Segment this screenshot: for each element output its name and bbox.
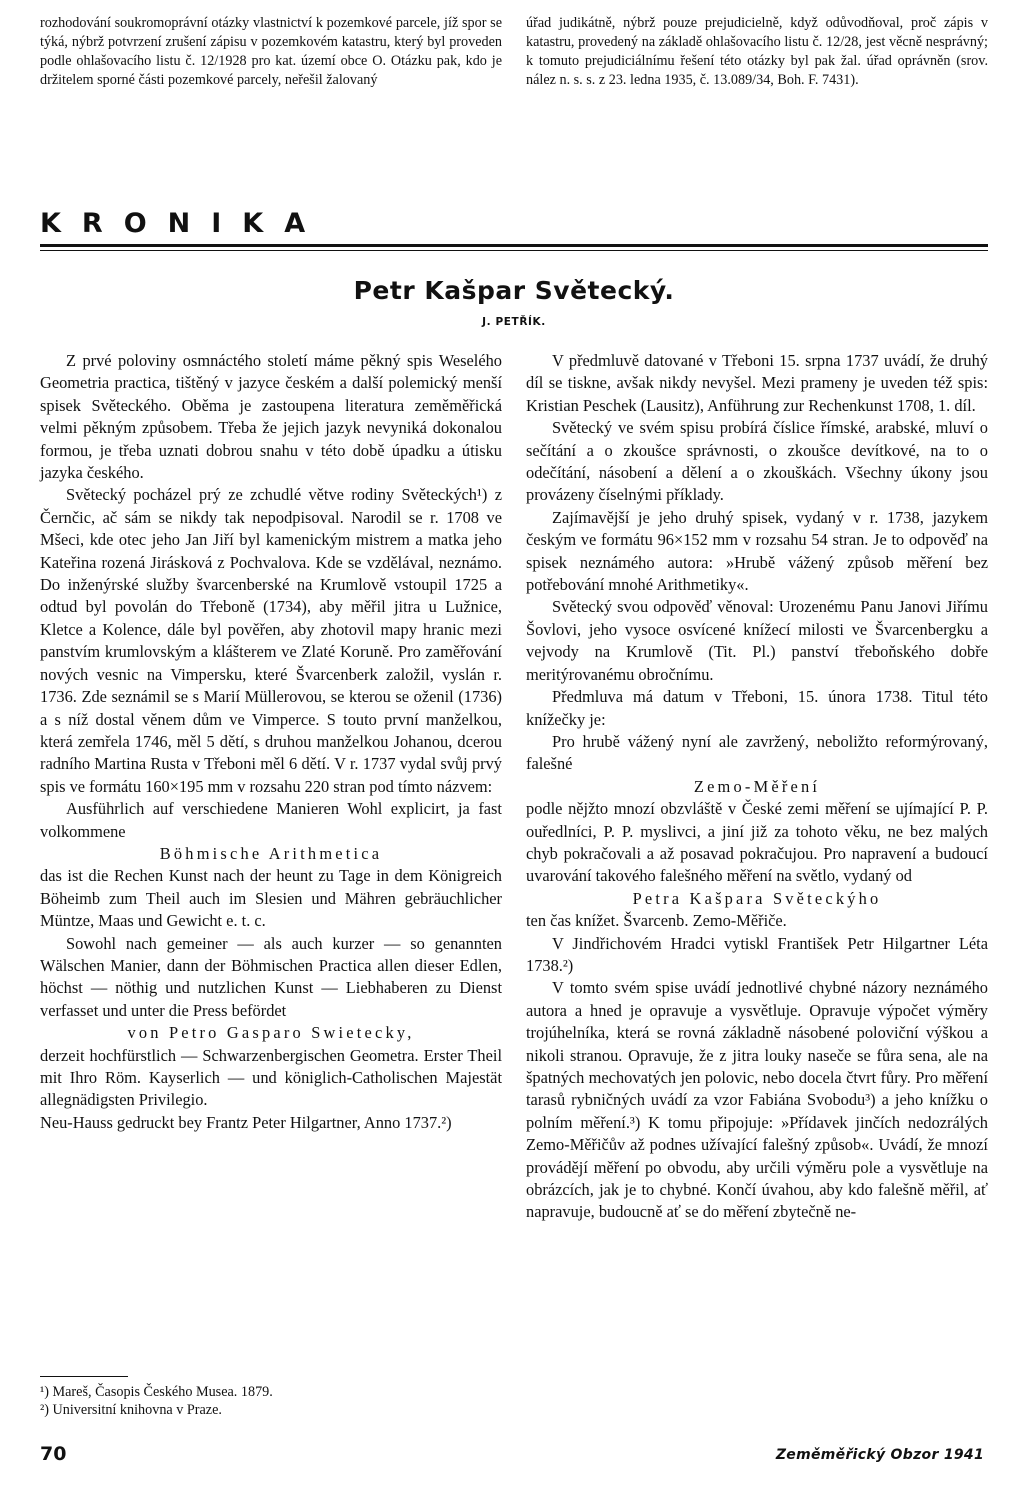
left-column	[40, 350, 502, 1134]
german-title-line: das ist die Rechen Kunst nach der heunt zu Tage in dem Königreich Böheimb zum Theil auch im Slesien und Mähren gebräuchlicher Müntze, Maas und Gewicht e. t. c.	[40, 866, 502, 931]
czech-title-line: ten čas knížet. Švarcenb. Zemo-Měřiče.	[526, 911, 787, 931]
journal-title: Zeměměřický Obzor 1941	[775, 1447, 984, 1463]
section-rule-thick	[40, 244, 988, 247]
top-left-column	[40, 14, 502, 90]
continuation-paragraph-left: rozhodování soukromoprávní otázky vlastnictví k pozemkové parcele, jíž spor se týká, nýbrž potvrzení zrušení zápisu v pozemkovém katastru, který byl proveden podle ohlašovacího listu č. 12/1928 pro kat. území obce O. Otázku pak, kdo je držitelem sporné části pozemkové parcely, neřešil žalovaný	[40, 15, 502, 88]
paragraph: V předmluvě datované v Třeboni 15. srpna 1737 uvádí, že druhý díl se tiskne, avšak nikdy nevyšel. Mezi prameny je uveden též spis: Kristian Peschek (Lausitz), Anführung zur Rechenkunst 1708, 1. díl.	[526, 351, 988, 415]
czech-title-line: Pro hrubě vážený nyní ale zavržený, neboližto reformýrovaný, falešné	[526, 731, 988, 774]
paragraph: V tomto svém spise uvádí jednotlivé chybné názory neznámého autora a hned je opravuje a vysvětluje. Opravuje výpočet výměry trojúhelníka, která se rovná základně násobené poloviční výškou a nikoli stranou. Opravuje, že z jitra louky naseče se fůra sena, ale na špatných mechovatých jen polovic, nebo docela čtvrt fůry. Pro měření tarasů rybničných uvádí za vzor Fabiána Svobodu³) a jeho knížku o polním měření.³) K tomu připojuje: »Přídavek jinčích nedozrálých Zemo-Měřičův až podnes užívající falešný způsob«. Uvádí, že mnozí provádějí měření po obvodu, aby určili výměru pole a vysvětluje na obrázcích, jak je to chybné. Končí úvahou, aby kdo falešně měřil, ať napravuje, budoucně ať se do měření zbytečně ne-	[526, 978, 988, 1222]
paragraph: V Jindřichovém Hradci vytiskl František Petr Hilgartner Léta 1738.²)	[526, 933, 988, 975]
czech-title-emphasis: Zemo-Měření	[693, 776, 821, 796]
german-title-emphasis: Böhmische Arithmetica	[159, 843, 383, 863]
section-rule-thin	[40, 250, 988, 251]
article-author: J. PETŘÍK.	[482, 316, 546, 328]
german-imprint: Neu-Hauss gedruckt bey Frantz Peter Hilgartner, Anno 1737.²)	[40, 1112, 452, 1132]
footnote: ¹) Mareš, Časopis Českého Musea. 1879.	[40, 1384, 273, 1400]
paragraph: Světecký svou odpověď věnoval: Urozenému Panu Janovi Jiřímu Šovlovi, jeho vysoce osvícené knížecí milosti ve Švarcenbergku a vejvody na Krumlově (Tit. Pl.) panství třeboňského dobře meritýrovanému obročnímu.	[526, 597, 988, 684]
paragraph: Předmluva má datum v Třeboni, 15. února 1738. Titul této knížečky je:	[526, 687, 988, 729]
paragraph: Světecký pocházel prý ze zchudlé větve rodiny Světeckých¹) z Černčic, ač sám se nikdy tak nepodpisoval. Narodil se r. 1708 ve Mšeci, kde otec jeho Jan Jiří byl kamenickým mistrem a matka jeho Kateřina rozená Jirásková z Pochvalova. Kde se vzdělával, neznámo. Do inženýrské služby švarcenberské na Krumlově vstoupil 1725 a odtud byl povolán do Třeboně (1734), aby měřil jitra u Lužnice, Kletce a Kolence, dále byl pověřen, aby zhotovil mapy hranic mezi panstvím krumlovským a klášterem ve Zlaté Koruně. Pro zaměřování nových vesnic na Vimpersku, které Švarcenberk založil, vyslán r. 1736. Zde seznámil se s Marií Müllerovou, se kterou se oženil (1736) a s níž dostal věnem dům ve Vimperce. S touto první manželkou, která zemřela 1746, měl 5 dětí, s druhou manželkou Johanou, dcerou radního Martina Rusta v Třeboni měl 6 dětí. V r. 1737 vydal svůj prvý spis ve formátu 160×195 mm v rozsahu 220 stran pod tímto názvem:	[40, 485, 502, 796]
section-heading: KRONIKA	[40, 208, 327, 239]
paragraph: Zajímavější je jeho druhý spisek, vydaný v r. 1738, jazykem českým ve formátu 96×152 mm v rozsahu 54 stran. Je to odpověď na spisek neznámého autora: »Hrubě vážený způsob měření bez potřebování mnohé Arithmetiky«.	[526, 507, 988, 595]
top-right-column	[526, 14, 988, 90]
paragraph: Z prvé poloviny osmnáctého století máme pěkný spis Weselého Geometria practica, tištěný v jazyce českém a další polemický menší spisek Světeckého. Oběma je zastoupena literatura zeměměřická velmi pěkným způsobem. Třeba že jejich jazyk nevyniká dokonalou formou, je třeba uznati dobrou snahu v této době úpadku a útisku jazyka českého.	[40, 351, 502, 483]
right-column	[526, 350, 988, 1224]
czech-author-line: Petra Kašpara Světeckýho	[632, 888, 882, 908]
footnote-rule	[40, 1376, 128, 1377]
german-title-line: derzeit hochfürstlich — Schwarzenbergischen Geometra. Erster Theil mit Ihro Röm. Kayserlich — und königlich-Catholischen Majestät allegnädigsten Privilegio.	[40, 1045, 502, 1110]
article-title: Petr Kašpar Světecký.	[353, 276, 675, 305]
german-title-line: Sowohl nach gemeiner — als auch kurzer — so genannten Wälschen Manier, dann der Böhmischen Practica allen dieser Edlen, höchst — nöthig und nutzlichen Kunst — Liebhaberen zu Dienst verfasset und unter die Press befördet	[40, 933, 502, 1020]
page-number: 70	[40, 1443, 67, 1465]
footnote: ²) Universitní knihovna v Praze.	[40, 1402, 222, 1418]
german-title-line: Ausführlich auf verschiedene Manieren Wohl explicirt, ja fast volkommene	[40, 799, 502, 841]
continuation-paragraph-right: úřad judikátně, nýbrž pouze prejudicielně, když odůvodňoval, proč zápis v katastru, provedený na základě ohlašovacího listu č. 12/28, jest věcně nesprávný; k tomuto prejudiciálnímu řešení této otázky byl pak žal. úřad oprávněn (srov. nález n. s. s. z 23. ledna 1935, č. 13.089/34, Boh. F. 7431).	[526, 15, 988, 88]
german-author-line: von Petro Gasparo Swietecky,	[127, 1023, 415, 1043]
footnotes	[40, 1383, 502, 1419]
czech-title-line: podle nějžto mnozí obzvláště v České zemi měření se ujímající P. P. ouředlníci, P. P. myslivci, a jiní již za tohoto věku, ne bez malých chyb pokračovali a až posavad pokračujou. Pro napravení a budoucí uvarování takového falešného měření na světlo, vydaný od	[526, 799, 988, 886]
paragraph: Světecký ve svém spisu probírá číslice římské, arabské, mluví o sečítání a o zkoušce správnosti, o zkoušce devítkové, na to o odečítání, násobení a dělení a o zkouškách. Všechny úkony jsou provázeny číselnými příklady.	[526, 418, 988, 505]
